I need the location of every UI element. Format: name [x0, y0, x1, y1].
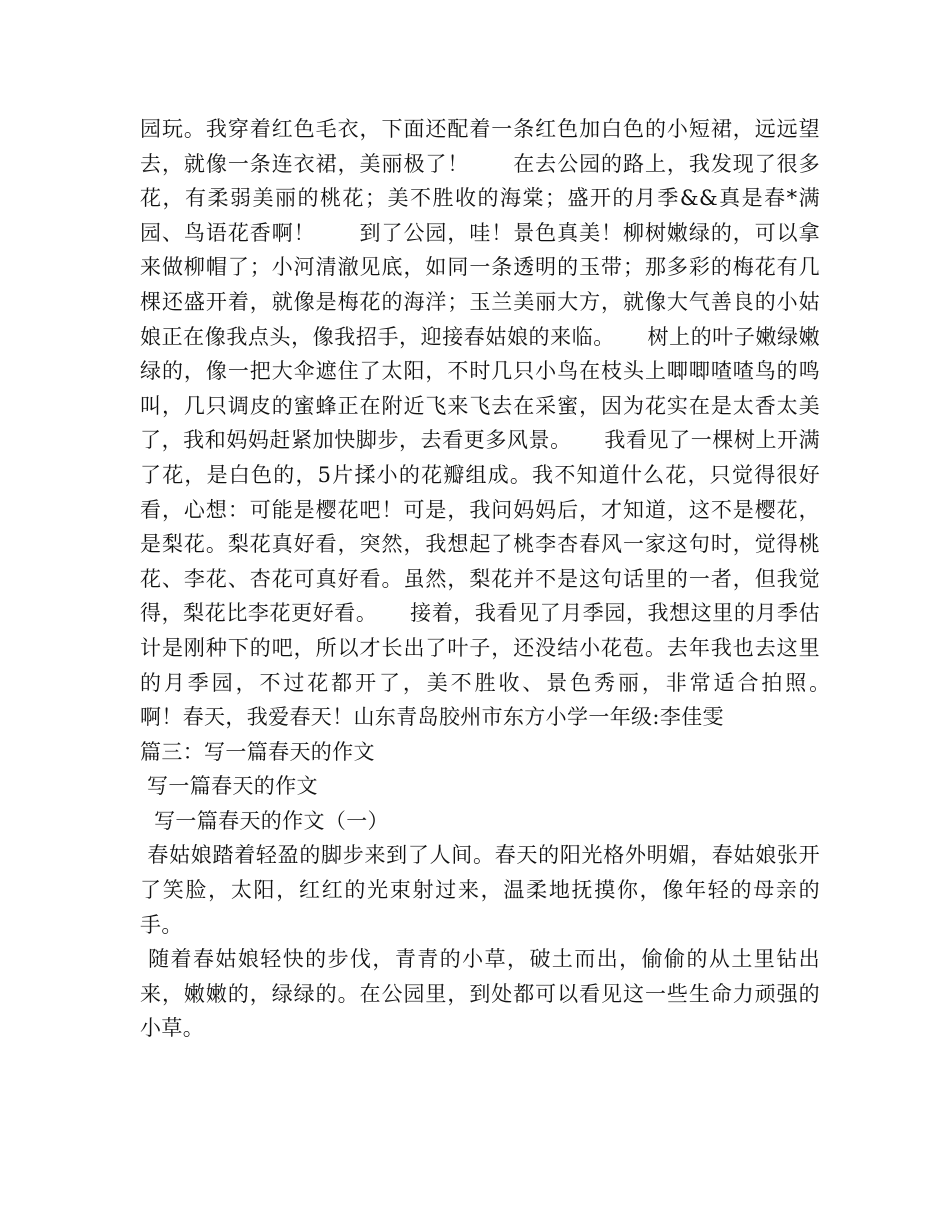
body-paragraph-spring-park: 园玩。我穿着红色毛衣，下面还配着一条红色加白色的小短裙，远远望去，就像一条连衣裙，美丽极了！ 在去公园的路上，我发现了很多花，有柔弱美丽的桃花；美不胜收的海棠；盛开的月季&&真是春*满园、鸟语花香啊！ 到了公园，哇！景色真美！柳树嫩绿的，可以拿来做柳帽了；小河清澈见底，如同一条透明的玉带；那多彩的梅花有几棵还盛开着，就像是梅花的海洋；玉兰美丽大方，就像大气善良的小姑娘正在像我点头，像我招手，迎接春姑娘的来临。 树上的叶子嫩绿嫩绿的，像一把大伞遮住了太阳，不时几只小鸟在枝头上唧唧喳喳鸟的鸣叫，几只调皮的蜜蜂正在附近飞来飞去在采蜜，因为花实在是太香太美了，我和妈妈赶紧加快脚步，去看更多风景。 我看见了一棵树上开满了花，是白色的，5片揉小的花瓣组成。我不知道什么花，只觉得很好看，心想：可能是樱花吧！可是，我问妈妈后，才知道，这不是樱花，是梨花。梨花真好看，突然，我想起了桃李杏春风一家这句时，觉得桃花、李花、杏花可真好看。虽然，梨花并不是这句话里的一者，但我觉得，梨花比李花更好看。 接着，我看见了月季园，我想这里的月季估计是刚种下的吧，所以才长出了叶子，还没结小花苞。去年我也去这里的月季园，不过花都开了，美不胜收、景色秀丽，非常适合拍照。 啊！春天，我爱春天！山东青岛胶州市东方小学一年级:李佳雯 — [140, 117, 863, 730]
document-page — [140, 112, 863, 1046]
body-paragraph-spring-arrives: 春姑娘踏着轻盈的脚步来到了人间。春天的阳光格外明媚，春姑娘张开了笑脸，太阳，红红的光束射过来，温柔地抚摸你，像年轻的母亲的手。 — [140, 843, 820, 937]
essay-title: 写一篇春天的作文 — [140, 774, 318, 799]
essay-subtitle: 写一篇春天的作文（一） — [140, 808, 389, 833]
section-heading: 篇三：写一篇春天的作文 — [140, 739, 375, 764]
body-paragraph-little-grass: 随着春姑娘轻快的步伐，青青的小草，破土而出，偷偷的从土里钻出来，嫩嫩的，绿绿的。在公园里，到处都可以看见这一些生命力顽强的小草。 — [140, 947, 820, 1041]
